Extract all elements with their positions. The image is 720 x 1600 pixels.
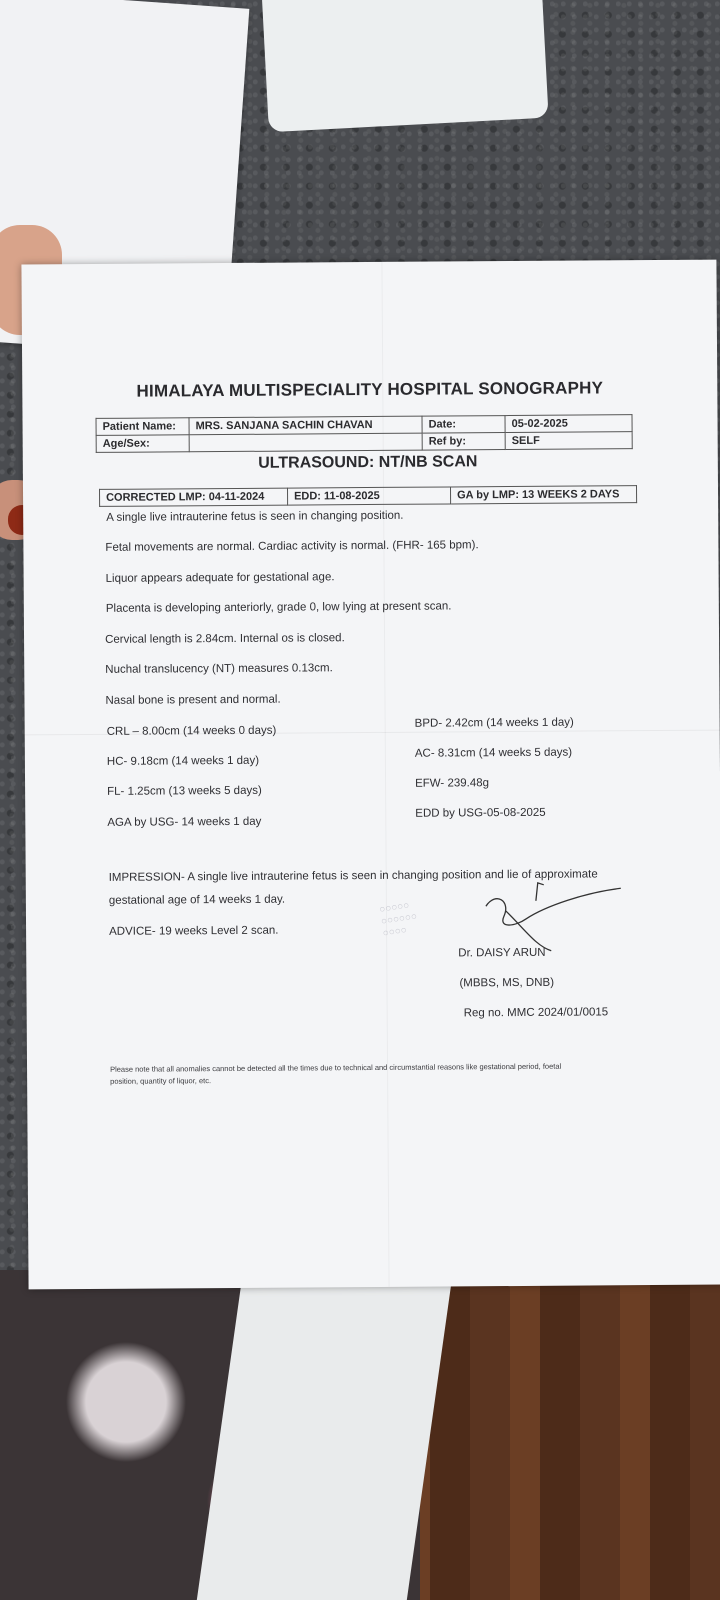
finding-line: Fetal movements are normal. Cardiac activity is normal. (FHR- 165 bpm). — [105, 539, 479, 554]
biometry-hc: HC- 9.18cm (14 weeks 1 day) — [106, 754, 260, 768]
scan-title: ULTRASOUND: NT/NB SCAN — [258, 453, 478, 472]
finding-line: Cervical length is 2.84cm. Internal os is closed. — [105, 632, 345, 646]
ga-by-lmp: GA by LMP: 13 WEEKS 2 DAYS — [450, 486, 636, 504]
impression-line: IMPRESSION- A single live intrauterine fetus is seen in changing position and lie of approximate — [108, 868, 598, 884]
age-sex — [189, 433, 422, 452]
doctor-stamp: ○○○○○ ○○○○○○ ○○○○ — [378, 900, 418, 940]
edd-by-usg: EDD by USG-05-08-2025 — [415, 806, 546, 820]
advice: ADVICE- 19 weeks Level 2 scan. — [109, 924, 279, 938]
disclaimer — [110, 1060, 650, 1088]
doctor-name: Dr. DAISY ARUN — [458, 946, 546, 960]
edd: EDD: 11-08-2025 — [287, 487, 450, 505]
finding-line: Nasal bone is present and normal. — [105, 693, 281, 707]
lmp-table — [99, 485, 637, 507]
disclaimer-line: position, quantity of liquor, etc. — [110, 1076, 212, 1086]
ref-by: SELF — [505, 432, 632, 450]
biometry-efw: EFW- 239.48g — [415, 777, 490, 790]
corrected-lmp: CORRECTED LMP: 04-11-2024 — [100, 488, 288, 506]
age-sex-label: Age/Sex: — [96, 435, 189, 453]
biometry-fl: FL- 1.25cm (13 weeks 5 days) — [107, 784, 262, 798]
disclaimer-line: Please note that all anomalies cannot be detected all the times due to technical and circumstantial reasons like gestational period, foetal — [110, 1061, 562, 1074]
biometry-crl: CRL – 8.00cm (14 weeks 0 days) — [106, 724, 277, 738]
foam-tray — [261, 0, 548, 132]
biometry-ac: AC- 8.31cm (14 weeks 5 days) — [414, 746, 573, 760]
patient-name-label: Patient Name: — [96, 418, 189, 436]
patient-name: MRS. SANJANA SACHIN CHAVAN — [189, 416, 422, 435]
date-label: Date: — [422, 416, 505, 434]
biometry-bpd: BPD- 2.42cm (14 weeks 1 day) — [414, 716, 574, 730]
ref-by-label: Ref by: — [422, 433, 505, 451]
report-date: 05-02-2025 — [505, 415, 632, 433]
finding-line: A single live intrauterine fetus is seen in changing position. — [106, 509, 404, 524]
finding-line: Placenta is developing anteriorly, grade 0, low lying at present scan. — [105, 600, 452, 615]
hospital-title: HIMALAYA MULTISPECIALITY HOSPITAL SONOGRAPHY — [136, 378, 604, 401]
doctor-degrees: (MBBS, MS, DNB) — [459, 976, 555, 990]
doctor-registration: Reg no. MMC 2024/01/0015 — [463, 1006, 609, 1020]
impression-line: gestational age of 14 weeks 1 day. — [108, 893, 286, 907]
aga-by-usg: AGA by USG- 14 weeks 1 day — [107, 815, 262, 829]
sonography-report — [21, 260, 720, 1290]
finding-line: Nuchal translucency (NT) measures 0.13cm. — [105, 662, 333, 676]
patient-details-table — [96, 414, 633, 453]
finding-line: Liquor appears adequate for gestational age. — [105, 571, 335, 585]
